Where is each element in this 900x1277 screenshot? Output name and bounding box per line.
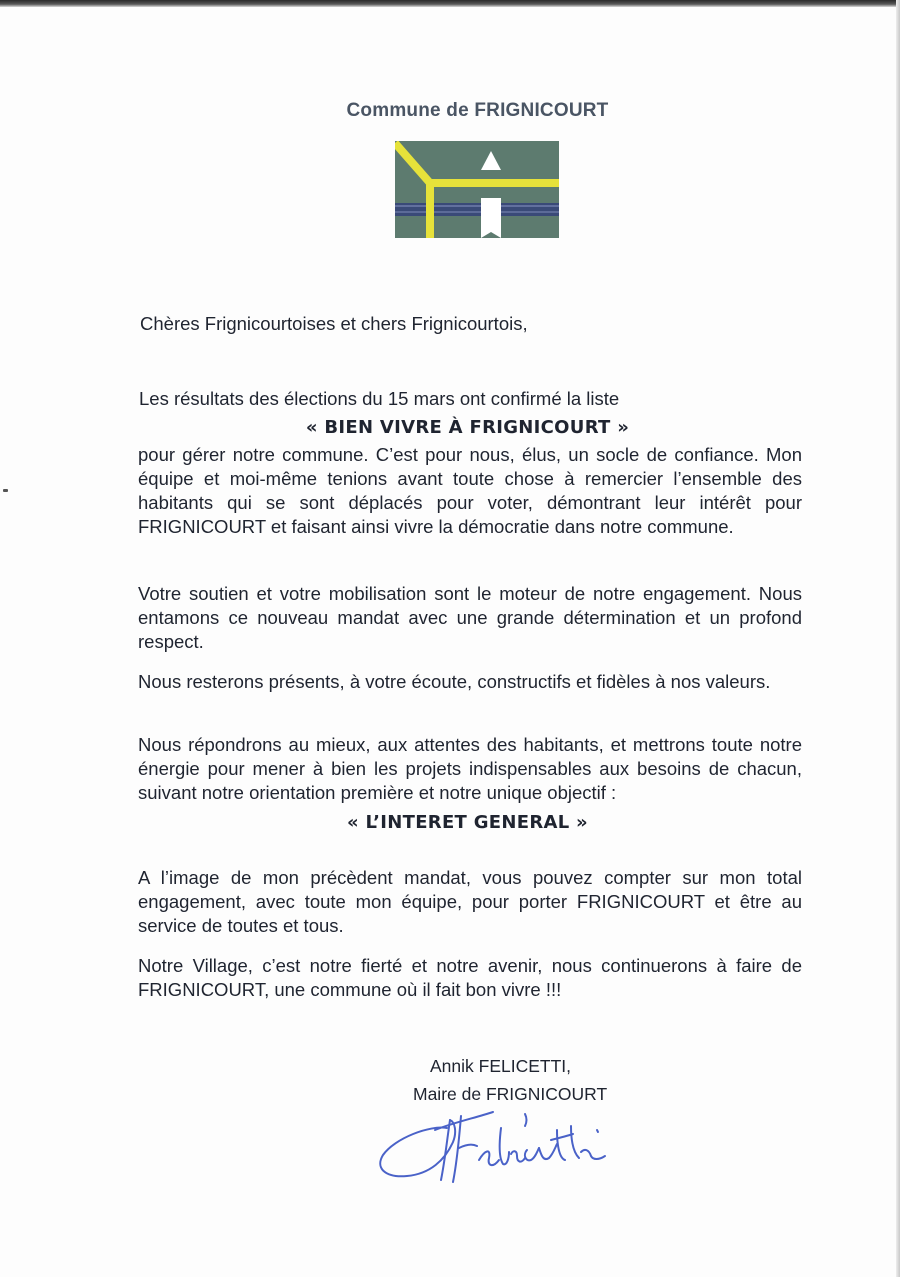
handwritten-signature <box>375 1100 625 1190</box>
slogan-general-interest: « L’INTERET GENERAL » <box>347 812 588 833</box>
scan-speck <box>3 489 8 492</box>
paragraph-village: Notre Village, c’est notre fierté et notre avenir, nous continuerons à faire de FRIGNICOURT, une commune où il fait bon vivre !!! <box>138 955 802 1000</box>
paragraph-thanks: pour gérer notre commune. C’est pour nous, élus, un socle de confiance. Mon équipe et moi-même tenions avant toute chose à remercier l’ensemble des habitants qui se sont déplacés pour voter, démontrant leur intérêt pour FRIGNICOURT et faisant ainsi vivre la démocratie dans notre commune. <box>138 444 802 537</box>
slogan-list-name: « BIEN VIVRE À FRIGNICOURT » <box>305 417 630 438</box>
commune-title: Commune de FRIGNICOURT <box>346 100 609 121</box>
scan-border-top <box>0 0 900 7</box>
salutation: Chères Frignicourtoises et chers Frignicourtois, <box>140 313 528 334</box>
paragraph-support: Votre soutien et votre mobilisation sont le moteur de notre engagement. Nous entamons ce nouveau mandat avec une grande détermination et un profond respect. <box>138 583 802 652</box>
paragraph-projects: Nous répondrons au mieux, aux attentes des habitants, et mettrons toute notre énergie pour mener à bien les projets indispensables aux besoins de chacun, suivant notre orientation première et notre unique objectif : <box>138 734 802 803</box>
commune-flag-emblem <box>395 141 559 238</box>
signatory-name: Annik FELICETTI, <box>430 1056 572 1076</box>
paragraph-values: Nous resterons présents, à votre écoute, constructifs et fidèles à nos valeurs. <box>138 671 771 692</box>
paragraph-commitment: A l’image de mon précèdent mandat, vous pouvez compter sur mon total engagement, avec toute mon équipe, pour porter FRIGNICOURT et être au service de toutes et tous. <box>138 867 802 936</box>
signatory-title: Maire de FRIGNICOURT <box>413 1084 608 1104</box>
scan-border-right <box>896 0 900 1277</box>
intro-line: Les résultats des élections du 15 mars ont confirmé la liste <box>139 388 620 409</box>
